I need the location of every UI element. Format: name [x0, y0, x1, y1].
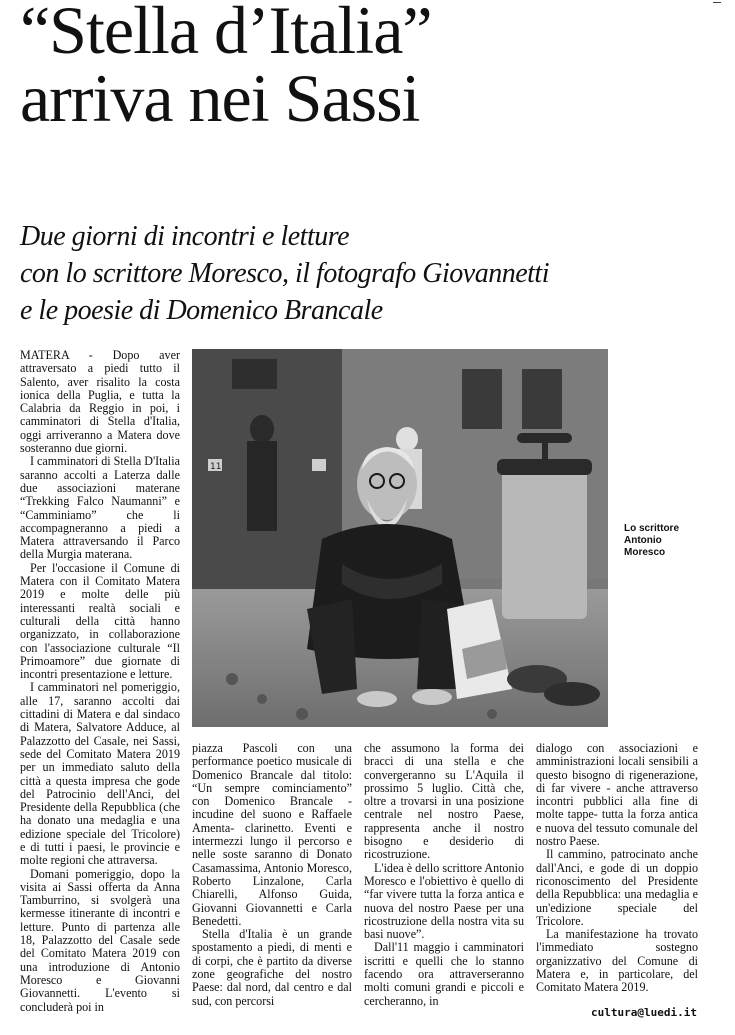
street-sign-text: 11: [210, 462, 222, 472]
paragraph: Per l'occasione il Comune di Matera con il Comitato Matera 2019 e molte delle più interessanti realtà sociali e culturali della città hanno organizzato, in collaborazione con l'associazione culturale “Il Primoamore” due giornate di incontri presentazione e letture.: [20, 560, 180, 682]
paragraph: L'idea è dello scrittore Antonio Moresco e l'obiettivo è quello di “far vivere tutta la forza antica e nuova del nostro Paese per una ricostruzione della nostra vita su basi nuove”.: [364, 860, 524, 942]
paragraph: Il cammino, patrocinato anche dall'Anci, e gode di un doppio riconoscimento del Presidente della Repubblica: una medaglia e un'edizione speciale del Tricolore.: [536, 847, 698, 928]
paragraph: dialogo con associazioni e amministrazioni locali sensibili a questo bisogno di rigenerazione, di far vivere - anche attraverso incontri pubblici alla fine di molte tappe- tutta la forza antica e nuova del tessuto comunale del nostro Paese.: [536, 741, 698, 849]
paragraph: MATERA - Dopo aver attraversato a piedi tutto il Salento, aver risalito la costa ionica della Puglia, e tutta la Calabria da Reggio in poi, i camminatori di Stella d'Italia, oggi arriveranno a Matera dove sosteranno due giorni.: [20, 348, 180, 456]
subheadline-line-1: Due giorni di incontri e letture: [20, 221, 350, 252]
caption-line-1: Lo scrittore: [624, 523, 680, 534]
photo-illustration: [192, 349, 608, 727]
caption-line-3: Moresco: [624, 547, 666, 558]
paragraph: I camminatori nel pomeriggio, alle 17, saranno accolti dai cittadini di Matera e dal sindaco di Matera, Salvatore Adduce, al Palazzotto del Casale, nei Sassi, sede del Comitato Matera 2019 per un immediato saluto della città a questa impresa che gode del Patrocinio dell'Anci, del Presidente della Repubblica (che ha donato una medaglia e una edizione speciale del Tricolore) e di tutti i paesi, le provincie e molte regioni che attraversa.: [20, 680, 180, 868]
article-column-4: [536, 742, 698, 995]
paragraph: piazza Pascoli con una performance poetico musicale di Domenico Brancale dal titolo: “Un sempre cominciamento” con Domenico Brancale -incudine del suono e Raffaele Amenta- clarinetto. Eventi e intermezzi lungo il percorso e nelle soste saranno di Donato Casamassima, Antonio Moresco, Roberto Linzalone, Carla Chiarelli, Alfonso Guida, Giovanni Giovannetti e Carla Benedetti.: [192, 741, 352, 928]
paragraph: La manifestazione ha trovato l'immediato sostegno organizzativo del Comune di Matera e, in particolare, del Comitato Matera 2019.: [536, 927, 698, 995]
caption-line-2: Antonio: [624, 535, 662, 546]
paragraph: che assumono la forma dei bracci di una stella e che convergeranno su L'Aquila il prossimo 5 luglio. Città che, oltre a trovarsi in una posizione centrale nel nostro Paese, rappresenta anche il nostro bisogno e desiderio di ricostruzione.: [364, 741, 524, 862]
photo-antonio-moresco: [192, 349, 608, 727]
subheadline-line-3: e le poesie di Domenico Brancale: [20, 295, 383, 326]
paragraph: Dall'11 maggio i camminatori iscritti e quelli che lo stanno facendo ora attraverseranno molti comuni grandi e piccoli e cercheranno, in: [364, 940, 524, 1008]
photo-caption: [624, 523, 724, 559]
article-column-3: [364, 742, 524, 1008]
headline: [20, 0, 720, 136]
headline-line-1: “Stella d’Italia”: [20, 0, 432, 68]
article-column-2: [192, 742, 352, 1008]
paragraph: Domani pomeriggio, dopo la visita ai Sassi offerta da Anna Tamburrino, si svolgerà una kermesse itinerante di incontri e letture. Punto di partenza alle 18, Palazzotto del Casale sede del Comitato Matera 2019 con una introduzione di Antonio Moresco e Giovanni Giovannetti. L'evento si concluderà poi in: [20, 866, 180, 1014]
paragraph: I camminatori di Stella D'Italia saranno accolti a Laterza dalle due associazioni materane “Trekking Falco Naumanni” e “Camminiamo” che li accompagneranno a piedi a Matera attraversando il Parco della Murgia materana.: [20, 454, 180, 562]
article-column-1: [20, 349, 180, 1014]
contact-email: cultura@luedi.it: [591, 1006, 697, 1019]
headline-line-2: arriva nei Sassi: [20, 60, 420, 136]
subheadline-line-2: con lo scrittore Moresco, il fotografo Giovannetti: [20, 258, 549, 289]
subheadline: [20, 218, 720, 329]
paragraph: Stella d'Italia è un grande spostamento a piedi, di menti e di corpi, che è partito da diverse zone geografiche del nostro Paese: dal nord, dal centro e dal sud, con percorsi: [192, 927, 352, 1008]
